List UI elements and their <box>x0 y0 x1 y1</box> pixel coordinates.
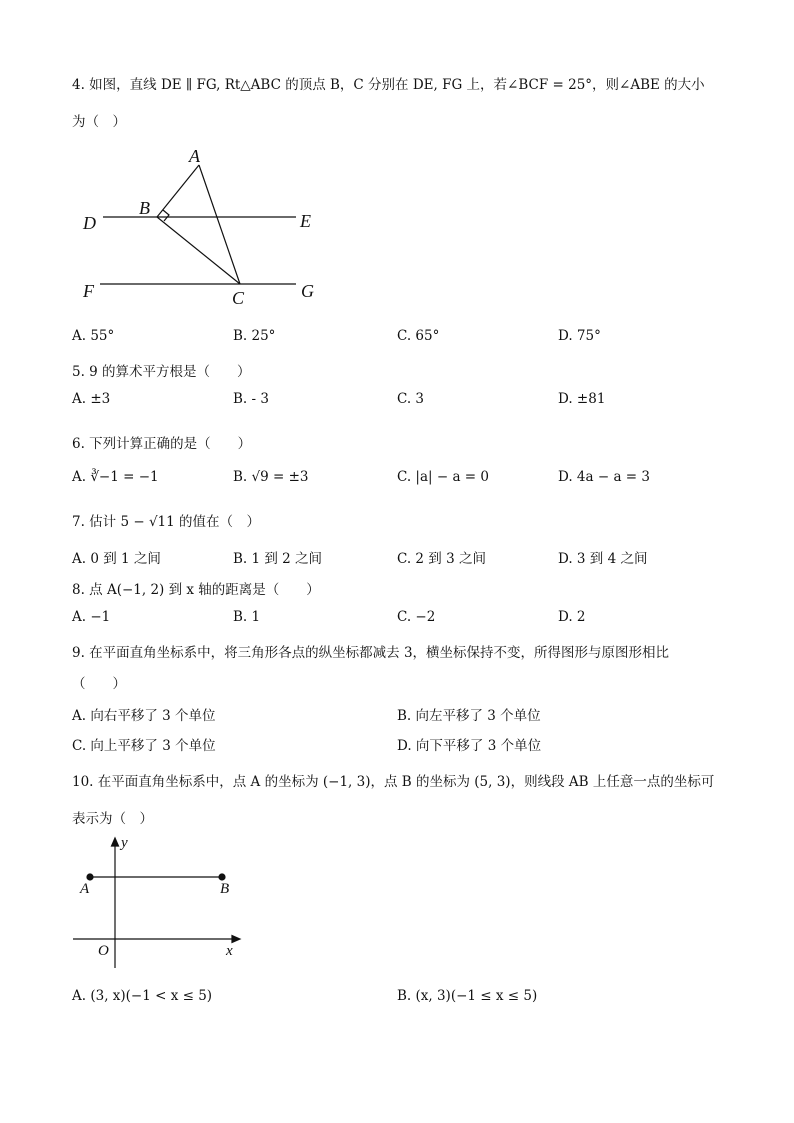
q5-option-a[interactable]: A. ±3 <box>72 391 111 407</box>
q4-option-c[interactable]: C. 65° <box>397 328 440 344</box>
q10-stem-line2: 表示为（ ） <box>72 811 153 827</box>
q7-option-b[interactable]: B. 1 到 2 之间 <box>233 551 323 567</box>
q10-label-x: x <box>226 943 233 959</box>
q5-stem: 5. 9 的算术平方根是（ ） <box>72 364 251 380</box>
q8-option-a[interactable]: A. −1 <box>72 609 111 625</box>
q5-option-b[interactable]: B. - 3 <box>233 391 269 407</box>
q5-option-d[interactable]: D. ±81 <box>558 391 606 407</box>
q9-option-b[interactable]: B. 向左平移了 3 个单位 <box>397 708 541 724</box>
q4-label-B: B <box>139 198 150 218</box>
q7-option-d[interactable]: D. 3 到 4 之间 <box>558 551 648 567</box>
q6-stem: 6. 下列计算正确的是（ ） <box>72 436 252 452</box>
q10-label-O: O <box>98 943 109 959</box>
q4-stem-line1: 4. 如图，直线 DE ∥ FG, Rt△ABC 的顶点 B，C 分别在 DE, FG 上，若∠BCF = 25°，则∠ABE 的大小 <box>72 77 705 93</box>
q9-stem-blank: （ ） <box>72 676 126 692</box>
q5-option-c[interactable]: C. 3 <box>397 391 425 407</box>
q7-option-a[interactable]: A. 0 到 1 之间 <box>72 551 161 567</box>
q6-option-d[interactable]: D. 4a − a = 3 <box>558 469 650 485</box>
q10-label-B: B <box>220 881 230 897</box>
q9-stem: 9. 在平面直角坐标系中，将三角形各点的纵坐标都减去 3，横坐标保持不变，所得图形与原图形相比 <box>72 645 670 661</box>
q6-option-b[interactable]: B. √9 = ±3 <box>233 469 309 485</box>
q7-stem: 7. 估计 5 − √11 的值在（ ） <box>72 514 261 530</box>
q10-stem-line1: 10. 在平面直角坐标系中，点 A 的坐标为 (−1, 3)，点 B 的坐标为 (5, 3)，则线段 AB 上任意一点的坐标可 <box>72 774 715 790</box>
q10-label-A: A <box>80 881 90 897</box>
q9-option-c[interactable]: C. 向上平移了 3 个单位 <box>72 738 216 754</box>
q6-option-c[interactable]: C. |a| − a = 0 <box>397 469 490 485</box>
q4-label-F: F <box>83 281 94 301</box>
q9-option-d[interactable]: D. 向下平移了 3 个单位 <box>397 738 542 754</box>
q6-option-a[interactable]: A. ∛−1 = −1 <box>72 469 159 485</box>
q4-option-a[interactable]: A. 55° <box>72 328 115 344</box>
q4-stem-line2: 为（ ） <box>72 114 126 130</box>
q9-option-a[interactable]: A. 向右平移了 3 个单位 <box>72 708 216 724</box>
q4-label-A: A <box>189 146 200 166</box>
q4-label-E: E <box>300 211 311 231</box>
q10-option-b[interactable]: B. (x, 3)(−1 ≤ x ≤ 5) <box>397 988 538 1004</box>
q7-option-c[interactable]: C. 2 到 3 之间 <box>397 551 486 567</box>
q8-option-b[interactable]: B. 1 <box>233 609 261 625</box>
q4-label-C: C <box>232 288 245 308</box>
q8-stem: 8. 点 A(−1, 2) 到 x 轴的距离是（ ） <box>72 582 320 598</box>
q4-label-D: D <box>83 213 96 233</box>
q10-option-a[interactable]: A. (3, x)(−1 < x ≤ 5) <box>72 988 213 1004</box>
q8-option-d[interactable]: D. 2 <box>558 609 586 625</box>
q8-option-c[interactable]: C. −2 <box>397 609 436 625</box>
q4-label-G: G <box>301 281 314 301</box>
q4-option-d[interactable]: D. 75° <box>558 328 601 344</box>
q10-label-y: y <box>121 835 128 851</box>
q4-option-b[interactable]: B. 25° <box>233 328 276 344</box>
